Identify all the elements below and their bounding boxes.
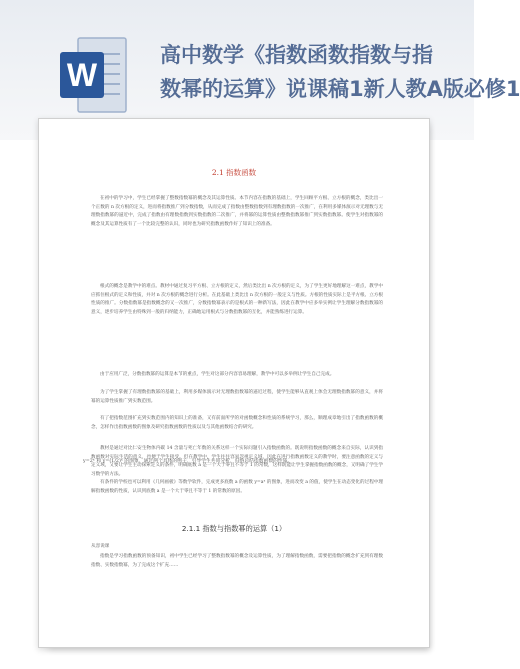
- paragraph-9: 指数是学习指数函数的预备知识，初中学生已经学习了整数指数幂的概念及运算性质，为了理解指数函数，需要把指数的概念扩充到有理数指数、实数指数幂，为了完成这个扩充……: [91, 554, 383, 568]
- document-page: [38, 118, 430, 648]
- document-title: [160, 38, 520, 106]
- section-title: 2.1 指数函数: [211, 168, 257, 177]
- paragraph-1: 在初中的学习中，学生已经掌握了整数指数幂的概念及其运算性质。本节内容在指数的基础上，学生回顾平方根、立方根的概念，类比出一个正数的 n 次方根的定义，进而将指数推广到分数指数，从而完成了指数由整数指数到有理数指数的一次推广，在利用多媒体演示对无理数与无理数指数幂的逼近中，完成了指数由有理数指数到实数指数的二次推广，并将幂的运算性质由整数指数幂推广到实数指数幂。使学生对指数幂的概念及其运算性质有了一个比较完整的认识，同时也为研究指数函数作好了知识上的准备。: [91, 196, 383, 227]
- word-document-icon: [58, 34, 130, 116]
- section-label: 从容说课: [91, 544, 110, 549]
- paragraph-2: 根式的概念是教学中的难点。教材中通过复习平方根、立方根的定义，然后类比出 n 次方根的定义，为了学生更好地理解这一难点，教学中应抓住根式的定义和性质，并对 n 次方根的概念进行分析。在此基础上类比出 n 次方根的一般定义与性质。方根的性质实际上是平方根、立方根性质的推广。分数指数幂是指数概念的又一次推广，分数指数幂表示的是根式的一种新写法，因此在教学中应多举实例让学生理解分数指数幂的意义，逐步培养学生由特殊到一般的归纳能力，正确地运用根式与分数指数幂的互化，并能熟练进行运算。: [91, 284, 383, 315]
- paragraph-3: 由于应用广泛，分数指数幂的运算是本节的重点，学生对这部分内容容易理解，教学中可以多举例让学生自己完成。: [100, 372, 335, 377]
- paragraph-6: 教材是通过对比仁安生物体内碳 14 含量与死亡年数的关系这样一个实际问题引入指数函数的。既说明指数函数的概念来自实际，认识到指数函数对实际生活的意义，也便于学生接受。但在教学中，学生往往容易忽视定义域，因此在进行指数函数定义的教学时，要注意函数的定义与定义域，又要让学生主动探索定义的条件，明确底数 a 是一个大于零且不等于 1 的常数，这样既能让学生掌握指数函数的概念，又明确了学生学习数学的方法。: [91, 446, 383, 477]
- sub-heading: 2.1.1 指数与指数幂的运算（1）: [181, 524, 287, 533]
- paragraph-4: 为了学生掌握了有理数指数幂的基础上，利用多媒体演示对无理数指数幂的逼近过程，使学生能够从直观上体会无理数指数幂的意义，并将幂的运算性质推广到实数范围。: [91, 390, 383, 404]
- logo-letter: W: [66, 57, 98, 93]
- paragraph-5: 有了把指数范围扩充到实数范围内的知识上的准备，又有前面所学的对函数概念和性质的系统学习，那么，顺理成章地引出了指数函数的概念，怎样作出指数函数的图象及研究指数函数的性质以及与其他函数结合的研究。: [91, 416, 383, 430]
- title-line-2: 数幂的运算》说课稿1新人教A版必修1: [160, 77, 520, 101]
- formula-line: y=2ˣ 和 y=(1/2)ˣ 的图象，通过两个具体的例子，引导学生共同分析，归纳总结指数函数的性质。: [83, 459, 293, 464]
- paragraph-8: 有条件的学校也可以利用《几何画板》等数学软件，完成更多底数 a 的函数 y=aˣ 的图象，进而改变 a 的值，使学生在动态变化的过程中理解指数函数的性质，认识到底数 a 是一个大于零且不等于 1 的常数的原因。: [91, 480, 383, 494]
- title-line-1: 高中数学《指数函数指数与指: [160, 43, 433, 67]
